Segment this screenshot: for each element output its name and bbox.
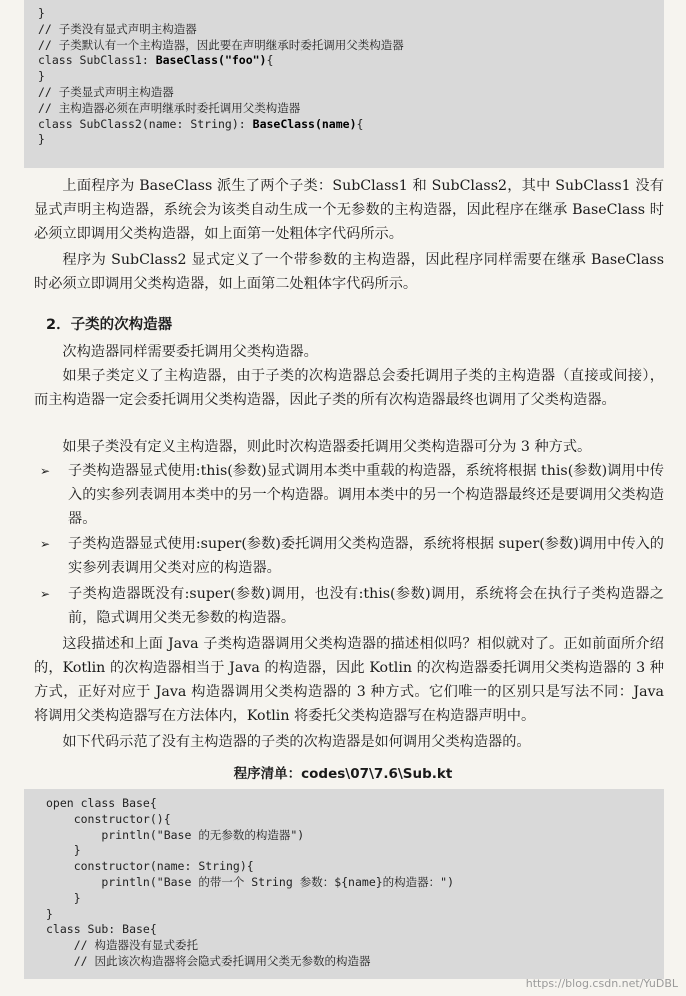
paragraph-java-comparison: 这段描述和上面 Java 子类构造器调用父类构造器的描述相似吗？相似就对了。正如前面所介绍的，Kotlin 的次构造器相当于 Java 的构造器，因此 Kotlin 的次构造器委托调用父类构造器的 3 种方式，正好对应于 Java 构造器调用父类构造器的 3 种方式。它们唯一的区别只是写法不同：Java 将调用父类构造器写在方法体内，Kotlin 将委托父类构造器写在构造器声明中。	[34, 636, 664, 724]
code-line: }	[38, 6, 45, 20]
watermark: https://blog.csdn.net/YuDBL	[525, 977, 678, 990]
bullet-arrow-icon: ➢	[40, 587, 51, 601]
code-line: println("Base 的无参数的构造器")	[46, 827, 305, 842]
bullet-text: 子类构造器显式使用:super(参数)委托调用父类构造器，系统将根据 super(参数)调用中传入的实参列表调用父类对应的构造器。	[68, 536, 664, 576]
bullet-item-implicit	[40, 582, 664, 630]
paragraph-subclass2-explanation: 程序为 SubClass2 显式定义了一个带参数的主构造器，因此程序同样需要在继承 BaseClass 时必须立即调用父类构造器，如上面第二处粗体字代码所示。	[34, 252, 664, 292]
code-line: class SubClass2(name: String): BaseClass(name){	[38, 116, 364, 131]
bullet-item-super	[40, 532, 664, 580]
code-line: class SubClass1: BaseClass("foo"){	[38, 53, 274, 68]
code-line: // 子类显式声明主构造器	[38, 84, 174, 99]
code-line: }	[46, 843, 81, 858]
paragraph-secondary-constructor: 次构造器同样需要委托调用父类构造器。	[62, 344, 318, 360]
bullet-item-this	[40, 459, 664, 531]
bold-code: BaseClass(name)	[252, 116, 357, 131]
code-line: class Sub: Base{	[46, 922, 157, 937]
code-line: open class Base{	[46, 796, 157, 810]
code-line: constructor(name: String){	[46, 859, 254, 874]
code-line: }	[38, 69, 45, 84]
code-line: constructor(){	[46, 811, 171, 826]
paragraph-subclass-explanation: 上面程序为 BaseClass 派生了两个子类：SubClass1 和 SubClass2，其中 SubClass1 没有显式声明主构造器，系统会为该类自动生成一个无参数的主构造器，因此程序在继承 BaseClass 时必须立即调用父类构造器，如上面第一处粗体字代码所示。	[34, 178, 664, 242]
bold-code: BaseClass("foo")	[155, 53, 267, 68]
code-line: }	[46, 906, 53, 921]
code-line: // 构造器没有显式委托	[46, 938, 198, 953]
bullet-text: 子类构造器既没有:super(参数)调用，也没有:this(参数)调用，系统将会在执行子类构造器之前，隐式调用父类无参数的构造器。	[68, 586, 664, 626]
code-line: // 主构造器必须在声明继承时委托调用父类构造器	[38, 100, 301, 115]
code-block-top	[24, 0, 664, 168]
bullet-text: 子类构造器显式使用:this(参数)显式调用本类中重载的构造器，系统将根据 this(参数)调用中传入的实参列表调用本类中的另一个构造器。调用本类中的另一个构造器最终还是要调用父类构造器。	[68, 463, 664, 527]
paragraph-code-intro: 如下代码示范了没有主构造器的子类的次构造器是如何调用父类构造器的。	[62, 734, 531, 750]
code-line: // 子类默认有一个主构造器，因此要在声明继承时委托调用父类构造器	[38, 37, 404, 52]
code-line: println("Base 的带一个 String 参数：${name}的构造器：")	[46, 874, 455, 889]
paragraph-primary-defined: 如果子类定义了主构造器，由于子类的次构造器总会委托调用子类的主构造器（直接或间接），而主构造器一定会委托调用父类构造器，因此子类的所有次构造器最终也调用了父类构造器。	[34, 368, 664, 408]
paragraph-three-ways: 如果子类没有定义主构造器，则此时次构造器委托调用父类构造器可分为 3 种方式。	[62, 439, 592, 455]
code-line: }	[46, 890, 81, 905]
code-block-bottom	[24, 789, 664, 979]
code-line: // 子类没有显式声明主构造器	[38, 21, 197, 36]
listing-title: 程序清单：codes\07\7.6\Sub.kt	[233, 766, 453, 782]
code-line: // 因此该次构造器将会隐式委托调用父类无参数的构造器	[46, 953, 371, 968]
bullet-arrow-icon: ➢	[40, 537, 51, 551]
code-line: }	[38, 132, 45, 147]
bullet-arrow-icon: ➢	[40, 464, 51, 478]
section-heading: 2．子类的次构造器	[46, 317, 173, 333]
